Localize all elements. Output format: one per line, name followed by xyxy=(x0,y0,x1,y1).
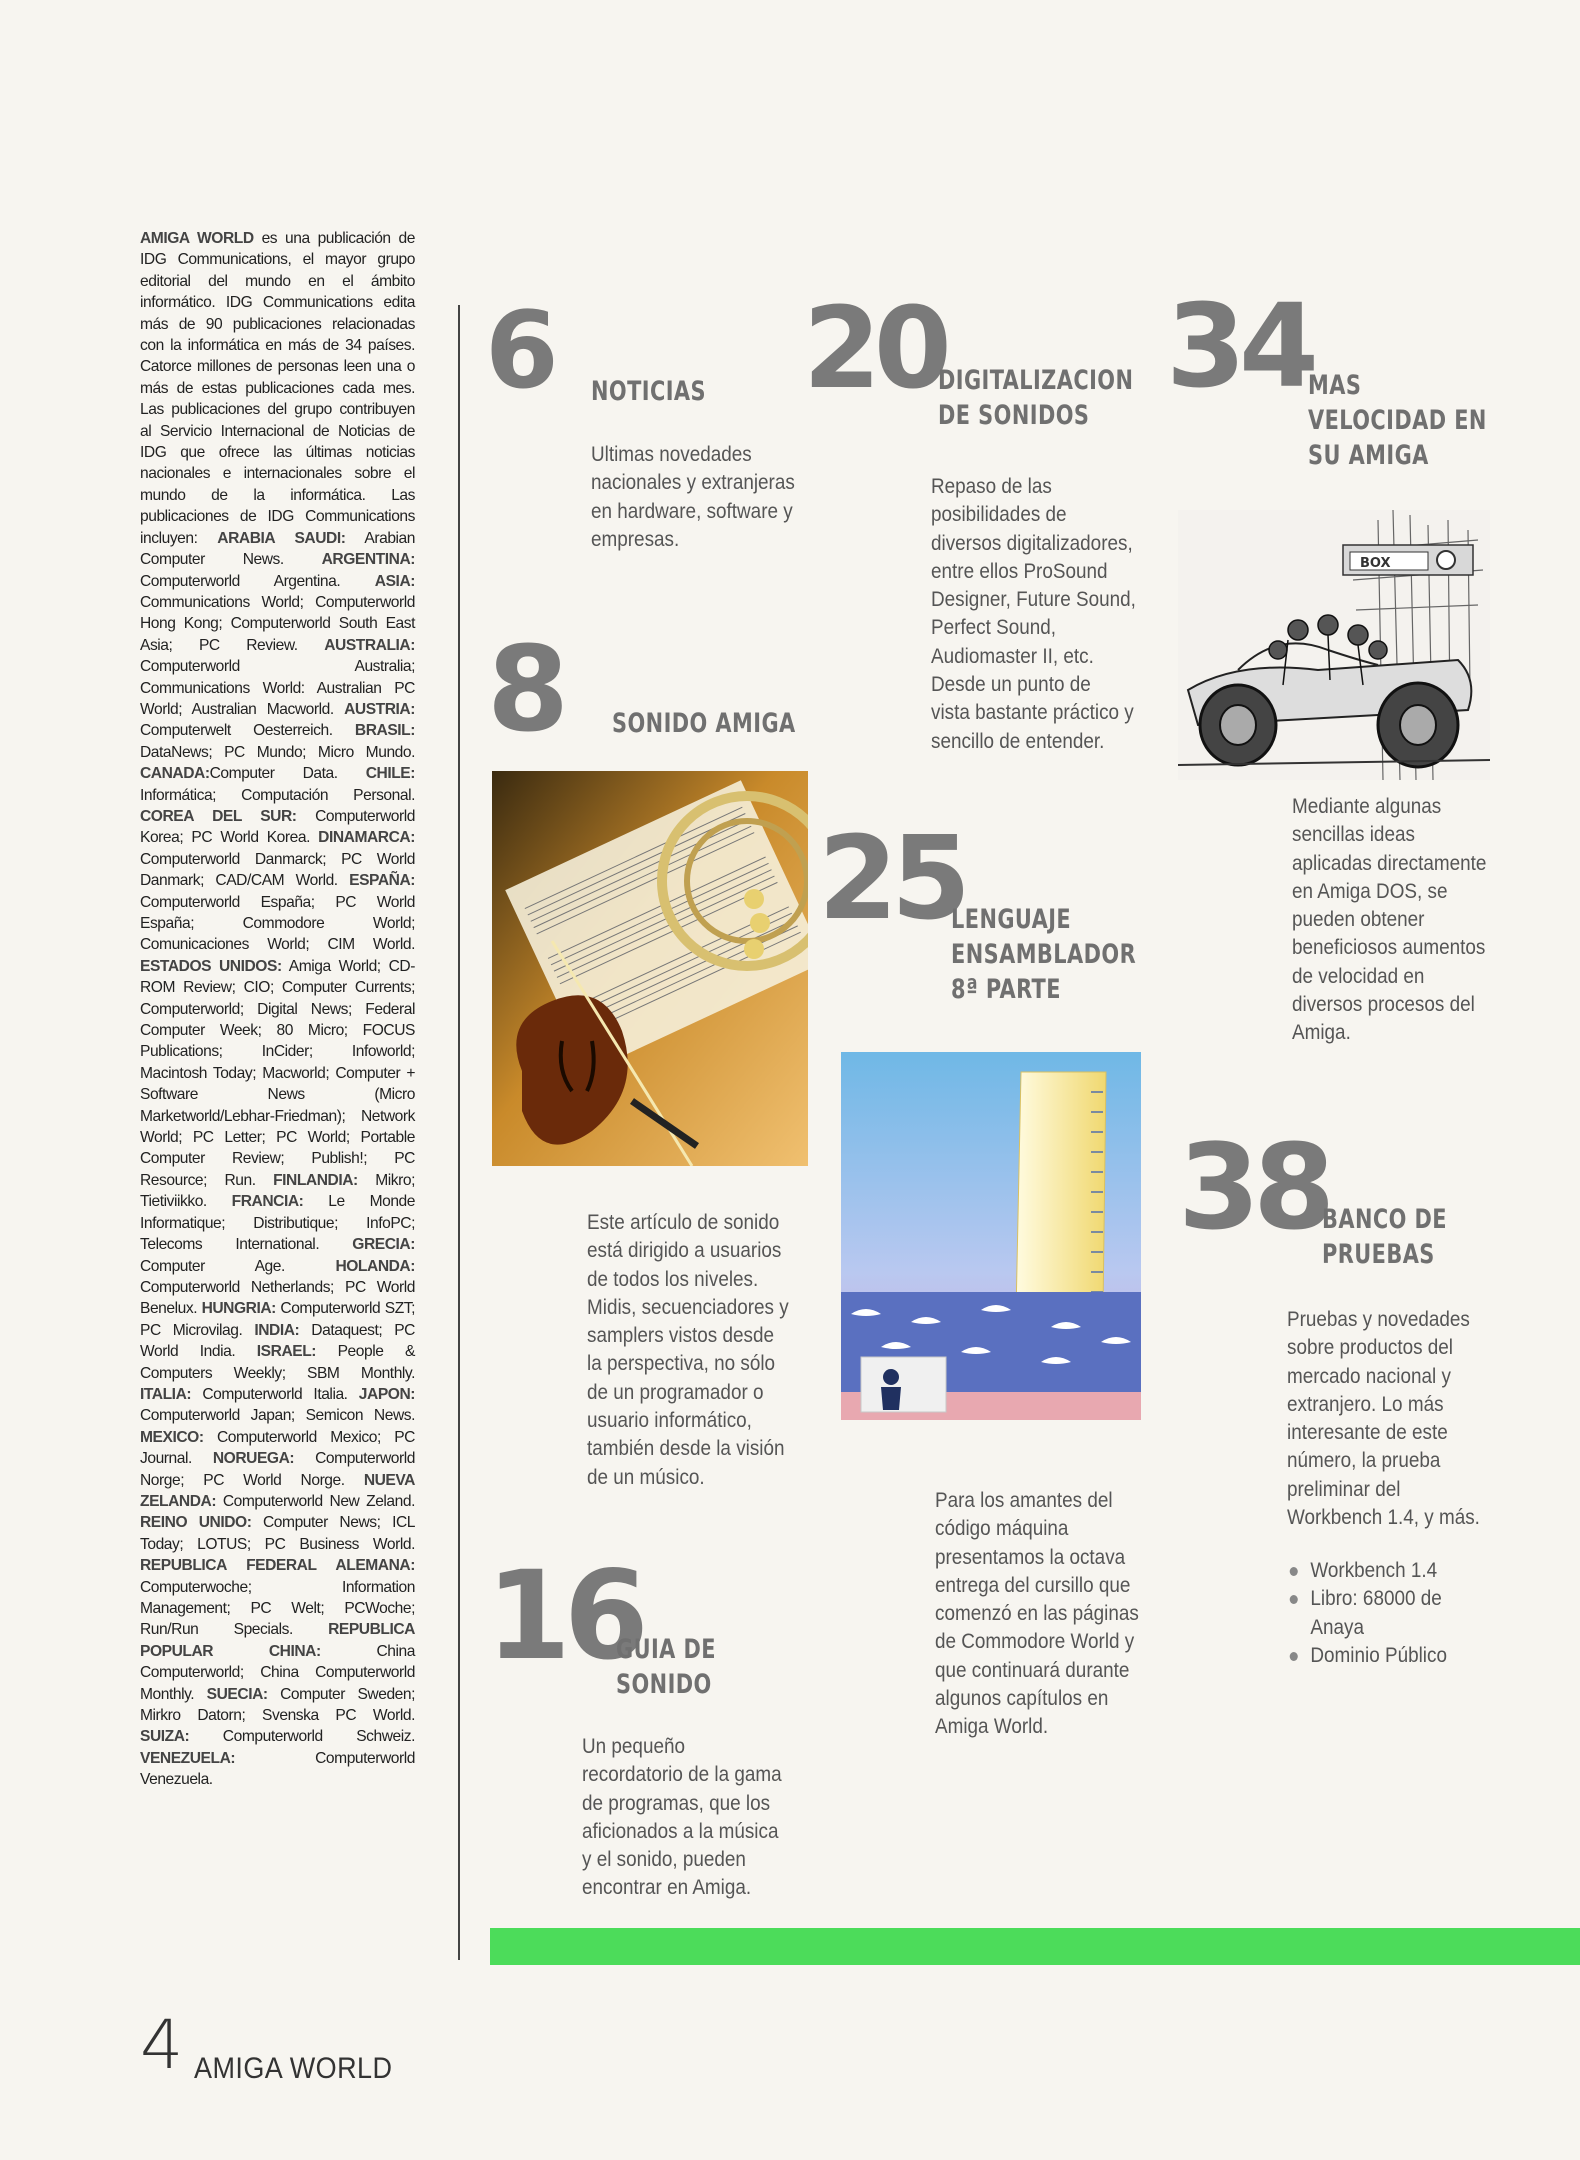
section-25-title xyxy=(951,902,1136,1007)
sidebar-text: China Computerworld; China Computerworld Monthly. xyxy=(140,1642,415,1703)
text-line: también desde la visión xyxy=(587,1437,785,1461)
section-38-title xyxy=(1322,1202,1447,1272)
sidebar-text: Le Monde Informatique; Distributique; InfoPC; Telecoms International. xyxy=(140,1193,415,1254)
sidebar-text: People & Computers Weekly; SBM Monthly. xyxy=(140,1343,415,1382)
text-line: samplers vistos desde xyxy=(587,1324,774,1348)
sidebar-keyword: HOLANDA: xyxy=(335,1257,415,1275)
sidebar-text: Computerwoche; Information Management; PC Welt; PCWoche; Run/Run Specials. xyxy=(140,1578,415,1639)
sidebar-keyword: ISRAEL: xyxy=(256,1343,317,1361)
magazine-name: AMIGA WORLD xyxy=(194,2052,393,2085)
sidebar-text: Computerwelt Oesterreich. xyxy=(140,722,355,740)
sidebar-keyword: ESTADOS UNIDOS: xyxy=(140,957,282,975)
sidebar-keyword: FINLANDIA: xyxy=(273,1171,358,1189)
text-line: PRUEBAS xyxy=(1322,1239,1435,1270)
pit-box-sign: BOX xyxy=(1360,556,1391,571)
text-line: Mediante algunas xyxy=(1292,795,1442,818)
sidebar-text: Computerworld SZT; PC Microvilag. xyxy=(140,1300,416,1339)
sidebar-text: Computer Data. xyxy=(209,765,366,783)
text-line: Pruebas y novedades xyxy=(1287,1308,1470,1331)
sidebar-keyword: NORUEGA: xyxy=(212,1450,295,1468)
text-line: que continuará durante xyxy=(935,1658,1130,1682)
sidebar-text: Computerworld España; PC World España; Commodore World; Comunicaciones World; CIM World. xyxy=(140,893,415,954)
text-line: Un pequeño xyxy=(582,1735,685,1758)
column-divider xyxy=(458,305,460,1960)
bullet-item-continuation: Anaya xyxy=(1310,1615,1364,1639)
text-line: LENGUAJE xyxy=(951,904,1072,935)
sidebar-keyword: FRANCIA: xyxy=(231,1193,304,1211)
green-accent-bar xyxy=(490,1928,1580,1965)
text-line: BANCO DE xyxy=(1322,1204,1447,1235)
section-38-number: 38 xyxy=(1178,1118,1329,1256)
section-20-description xyxy=(931,473,1136,756)
text-line: algunos capítulos en xyxy=(935,1687,1109,1711)
text-line: DIGITALIZACION xyxy=(938,365,1134,396)
sidebar-text: Dataquest; PC World India. xyxy=(140,1321,415,1361)
sidebar-text: Computerworld Australia; Communications World: Australian PC World; Australian Macworld. xyxy=(140,658,415,718)
sidebar-text: Computer News; ICL Today; LOTUS; PC Business World. xyxy=(140,1514,415,1553)
text-line: Amiga World. xyxy=(935,1715,1049,1739)
sidebar-text: Computerworld Norge; PC World Norge. xyxy=(140,1450,415,1489)
section-8-number: 8 xyxy=(487,620,563,758)
text-line: Este artículo de sonido xyxy=(587,1211,780,1234)
page-number: 4 xyxy=(140,2006,184,2085)
text-line: presentamos la octava xyxy=(935,1545,1126,1569)
sidebar-text: Computerworld New Zeland. xyxy=(216,1492,415,1510)
text-line: diversos procesos del xyxy=(1292,993,1475,1017)
text-line: Designer, Future Sound, xyxy=(931,588,1136,612)
sidebar-text: Amiga World; CD-ROM Review; CIO; Computer Currents; Computerworld; Digital News; Federal Computer Week; 80 Micro; FOCUS Publications; InCider; Infoworld; Macintosh Today; Macworld; Computer + Software News (Micro Marketworld/Lebhar-Friedman); Network World; PC Letter; PC World; Portable Computer Review; Publish!; PC Resource; Run. xyxy=(140,957,415,1189)
sidebar-text: Computerworld Korea; PC World Korea. xyxy=(140,807,415,847)
text-line: Amiga. xyxy=(1292,1021,1351,1045)
sidebar-keyword: AMIGA WORLD xyxy=(140,230,254,247)
sidebar-text: Arabian Computer News. xyxy=(140,529,415,569)
violin-and-horn-photo xyxy=(492,771,808,1166)
text-line: preliminar del xyxy=(1287,1477,1401,1501)
sidebar-text: Mikro; Tietiviikko. xyxy=(140,1171,415,1211)
sidebar-keyword: HUNGRIA: xyxy=(201,1300,276,1318)
sidebar-keyword: SUECIA: xyxy=(206,1685,268,1703)
text-line: vista bastante práctico y xyxy=(931,701,1134,725)
text-line: pueden obtener xyxy=(1292,908,1425,932)
sidebar-text: Informática; Computación Personal. xyxy=(140,786,415,804)
sidebar-text: Computerworld Netherlands; PC World Benelux. xyxy=(140,1278,415,1318)
sidebar-keyword: REPUBLICA POPULAR CHINA: xyxy=(140,1621,415,1660)
text-line: de un programador o xyxy=(587,1380,764,1404)
text-line: mercado nacional y xyxy=(1287,1364,1451,1388)
section-8-description xyxy=(587,1209,789,1492)
tower-and-sea-illustration xyxy=(841,1052,1141,1420)
sidebar-keyword: INDIA: xyxy=(254,1321,300,1339)
text-line: 8ª PARTE xyxy=(951,974,1061,1005)
text-line: Audiomaster II, etc. xyxy=(931,644,1094,668)
sidebar-keyword: REINO UNIDO: xyxy=(140,1514,252,1532)
text-line: interesante de este xyxy=(1287,1421,1448,1445)
sidebar-keyword: ASIA: xyxy=(374,572,415,590)
sidebar-text: Computerworld Italia. xyxy=(191,1385,359,1403)
text-line: aplicadas directamente xyxy=(1292,851,1487,875)
sidebar-keyword: BRASIL: xyxy=(354,722,415,740)
text-line: Repaso de las xyxy=(931,475,1052,498)
text-line: la perspectiva, no sólo xyxy=(587,1352,776,1376)
text-line: sencillo de entender. xyxy=(931,729,1105,753)
section-16-description xyxy=(582,1733,782,1903)
sidebar-keyword: ESPAÑA: xyxy=(349,872,415,890)
text-line: Desde un punto de xyxy=(931,673,1091,697)
section-34-description xyxy=(1292,793,1486,1048)
text-line: código máquina xyxy=(935,1517,1069,1541)
race-car-illustration xyxy=(1178,510,1490,780)
section-16-number: 16 xyxy=(486,1545,642,1687)
text-line: Ultimas novedades xyxy=(591,443,752,466)
sidebar-keyword: REPUBLICA FEDERAL ALEMANA: xyxy=(140,1557,415,1575)
text-line: de programas, que los xyxy=(582,1791,771,1815)
publisher-info-column xyxy=(140,228,415,1791)
sidebar-keyword: CHILE: xyxy=(365,765,415,783)
text-line: Midis, secuenciadores y xyxy=(587,1295,789,1319)
sidebar-keyword: CANADA: xyxy=(140,765,210,783)
text-line: en hardware, software y xyxy=(591,499,793,523)
text-line: comenzó en las páginas xyxy=(935,1602,1139,1626)
section-34-number: 34 xyxy=(1166,280,1313,414)
section-8-title: SONIDO AMIGA xyxy=(612,708,796,739)
section-6-description xyxy=(591,441,795,554)
text-line: Workbench 1.4, y más. xyxy=(1287,1506,1480,1530)
bullet-item: Dominio Público xyxy=(1287,1642,1447,1670)
sidebar-text: Computerworld Mexico; PC Journal. xyxy=(140,1428,415,1468)
section-16-title xyxy=(616,1632,716,1702)
text-line: usuario informático, xyxy=(587,1409,752,1433)
text-line: aficionados a la música xyxy=(582,1819,779,1843)
text-line: recordatorio de la gama xyxy=(582,1763,782,1787)
text-line: número, la prueba xyxy=(1287,1449,1441,1473)
text-line: diversos digitalizadores, xyxy=(931,531,1133,555)
sidebar-text: Communications World; Computerworld Hong Kong; Computerworld South East Asia; PC Review. xyxy=(140,593,415,654)
text-line: entrega del cursillo que xyxy=(935,1573,1131,1597)
text-line: entre ellos ProSound xyxy=(931,559,1108,583)
text-line: VELOCIDAD EN xyxy=(1308,405,1487,436)
text-line: de Commodore World y xyxy=(935,1630,1135,1654)
section-6-title: NOTICIAS xyxy=(591,376,707,407)
sidebar-keyword: GRECIA: xyxy=(352,1236,415,1254)
text-line: SONIDO xyxy=(616,1669,712,1700)
sidebar-keyword: MEXICO: xyxy=(140,1428,204,1446)
bullet-item: Workbench 1.4 xyxy=(1287,1557,1447,1585)
sidebar-text: Computerworld Japan; Semicon News. xyxy=(140,1407,415,1425)
text-line: empresas. xyxy=(591,527,680,551)
sidebar-keyword: AUSTRALIA: xyxy=(324,636,415,654)
sidebar-keyword: SUIZA: xyxy=(140,1728,190,1746)
sidebar-text: Computer Sweden; Mirkro Datorn; Svenska PC World. xyxy=(140,1685,416,1725)
text-line: en Amiga DOS, se xyxy=(1292,879,1448,903)
sidebar-keyword: NUEVA ZELANDA: xyxy=(140,1471,415,1510)
section-6-number: 6 xyxy=(485,289,552,412)
section-34-title xyxy=(1308,368,1487,473)
text-line: de velocidad en xyxy=(1292,964,1425,988)
section-25-description xyxy=(935,1487,1139,1742)
sidebar-text: es una publicación de IDG Communications, el mayor grupo editorial del mundo en el ámbito informático. IDG Communications edita más de 90 publicaciones relacionadas con la informática en más de 34 países. Catorce millones de personas leen una o más de estas publicaciones cada mes. Las publicaciones del grupo contribuyen al Servicio Internacional de Noticias de IDG que ofrece las últimas noticias nacionales e internacionales sobre el mundo de la informática. Las publicaciones de IDG Communications incluyen: xyxy=(140,230,415,547)
text-line: sobre productos del xyxy=(1287,1336,1454,1360)
text-line: de todos los niveles. xyxy=(587,1267,759,1291)
text-line: extranjero. Lo más xyxy=(1287,1392,1444,1416)
section-20-number: 20 xyxy=(803,284,945,414)
sidebar-keyword: DINAMARCA: xyxy=(318,829,415,847)
section-20-title xyxy=(938,363,1133,433)
text-line: nacionales y extranjeras xyxy=(591,471,795,495)
text-line: Para los amantes del xyxy=(935,1489,1113,1512)
text-line: GUIA DE xyxy=(616,1634,716,1665)
text-line: está dirigido a usuarios xyxy=(587,1239,782,1263)
text-line: MAS xyxy=(1308,370,1362,401)
sidebar-keyword: ARGENTINA: xyxy=(321,551,415,569)
sidebar-text: Computerworld Danmarck; PC World Danmark; CAD/CAM World. xyxy=(140,850,415,890)
sidebar-keyword: ARABIA SAUDI: xyxy=(217,529,346,547)
sidebar-keyword: COREA DEL SUR: xyxy=(140,807,297,825)
sidebar-keyword: ITALIA: xyxy=(140,1385,192,1403)
text-line: SU AMIGA xyxy=(1308,440,1429,471)
text-line: de un músico. xyxy=(587,1465,705,1489)
sidebar-text: Computerworld Venezuela. xyxy=(140,1749,415,1789)
bullet-item: Libro: 68000 de xyxy=(1287,1585,1447,1613)
text-line: y el sonido, pueden xyxy=(582,1848,746,1872)
text-line: sencillas ideas xyxy=(1292,823,1415,847)
sidebar-keyword: JAPON: xyxy=(358,1385,415,1403)
section-25-number: 25 xyxy=(818,812,965,946)
text-line: DE SONIDOS xyxy=(938,400,1090,431)
sidebar-text: Computerworld Schweiz. xyxy=(189,1728,415,1746)
text-line: encontrar en Amiga. xyxy=(582,1876,752,1900)
sidebar-text: Computer Age. xyxy=(140,1257,336,1275)
text-line: beneficiosos aumentos xyxy=(1292,936,1486,960)
sidebar-keyword: AUSTRIA: xyxy=(344,700,415,718)
text-line: ENSAMBLADOR xyxy=(951,939,1137,970)
section-38-bullet-list xyxy=(1287,1557,1447,1670)
text-line: Perfect Sound, xyxy=(931,616,1057,640)
sidebar-text: Computerworld Argentina. xyxy=(140,572,375,590)
sidebar-text: DataNews; PC Mundo; Micro Mundo. xyxy=(140,743,415,761)
text-line: posibilidades de xyxy=(931,503,1067,527)
section-38-description xyxy=(1287,1306,1480,1532)
sidebar-keyword: VENEZUELA: xyxy=(140,1749,236,1767)
